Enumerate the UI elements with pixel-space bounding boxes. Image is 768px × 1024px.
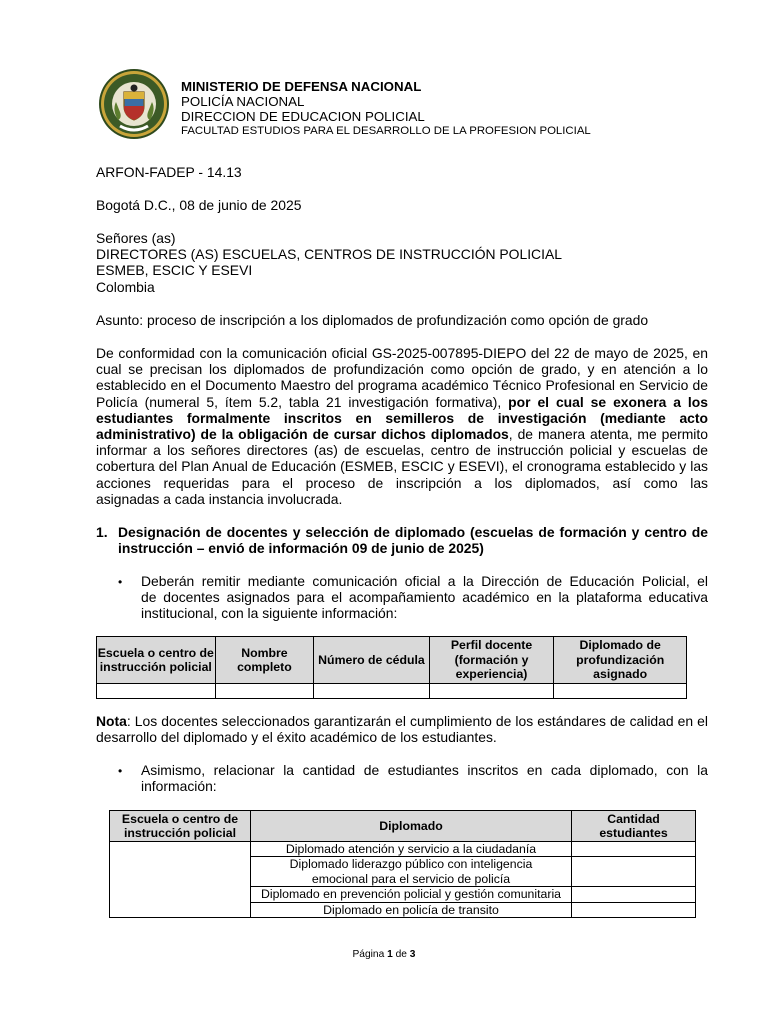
paragraph-line: cual se precisan los diplomados de profundización como opción de grado, y en atención a lo: [96, 361, 708, 378]
reference-code: ARFON-FADEP - 14.13: [96, 164, 242, 180]
note-paragraph: [96, 713, 708, 745]
paragraph-line: estudiantes formalmente inscritos en semilleros de investigación (mediante acto: [96, 409, 708, 426]
diplomado-cell: Diplomado atención y servicio a la ciudadanía: [251, 842, 572, 857]
teachers-table: [96, 636, 687, 699]
letter-date: Bogotá D.C., 08 de junio de 2025: [96, 197, 302, 213]
subject-line: Asunto: proceso de inscripción a los diplomados de profundización como opción de grado: [96, 312, 649, 328]
column-header: Diplomado: [251, 811, 572, 842]
page-footer: [0, 949, 768, 960]
column-header: Número de cédula: [314, 637, 429, 684]
section-title-line: instrucción – envió de información 09 de junio de 2025): [118, 540, 484, 557]
column-header: Escuela o centro de instrucción policial: [97, 637, 216, 684]
page-total: 3: [409, 949, 416, 960]
text-fragment: , de manera atenta, me permito: [508, 425, 708, 442]
recipient-line: ESMEB, ESCIC Y ESEVI: [96, 262, 253, 279]
section-number: 1.: [96, 524, 108, 540]
table-row: [97, 684, 687, 699]
table-cell[interactable]: [554, 684, 687, 699]
emphasis-fragment: administrativo) de la obligación de cursar dichos diplomados: [96, 425, 509, 442]
paragraph-line: cobertura del Plan Anual de Educación (ESMEB, ESCIC y ESEVI), el cronograma establecido y las: [96, 458, 708, 475]
table-cell[interactable]: [429, 684, 554, 699]
section-1-title: [118, 524, 708, 556]
bullet-2-text: [141, 762, 708, 794]
column-header: Escuela o centro de instrucción policial: [110, 811, 251, 842]
page-word: Página: [352, 949, 385, 960]
paragraph-line: asignadas a cada instancia involucrada.: [96, 490, 343, 507]
paragraph-line: informar a los señores directores (as) de escuelas, centro de instrucción policial y escuelas de: [96, 442, 708, 459]
table-cell[interactable]: [572, 902, 696, 917]
text-fragment: Policía (numeral 5, ítem 5.2, tabla 21 investigación formativa),: [96, 393, 509, 410]
table-cell[interactable]: [572, 842, 696, 857]
direction-name: DIRECCION DE EDUCACION POLICIAL: [181, 109, 425, 124]
diplomado-cell: Diplomado en policía de transito: [251, 902, 572, 917]
table-header-row: [110, 811, 696, 842]
paragraph-line: [96, 394, 708, 410]
table-cell[interactable]: [314, 684, 429, 699]
bullet-1-text: [141, 573, 708, 622]
paragraph-line: acciones requeridas para el proceso de inscripción a los diplomados, así como las: [96, 474, 708, 491]
bullet-marker: •: [118, 764, 123, 778]
note-line: desarrollo del diplomado y el éxito académico de los estudiantes.: [96, 729, 497, 746]
note-text: : Los docentes seleccionados garantizarán el cumplimiento de los estándares de calidad en el: [126, 713, 708, 729]
paragraph-line: De conformidad con la comunicación oficial GS-2025-007895-DIEPO del 22 de mayo de 2025, en: [96, 345, 708, 361]
table-cell[interactable]: [97, 684, 216, 699]
bullet-marker: •: [118, 575, 123, 589]
bullet-line: de docentes asignados para el acompañamiento académico en la plataforma educativa: [141, 589, 708, 606]
faculty-name: FACULTAD ESTUDIOS PARA EL DESARROLLO DE LA PROFESION POLICIAL: [181, 125, 591, 137]
intro-paragraph: [96, 345, 708, 507]
bullet-line: Asimismo, relacionar la cantidad de estudiantes inscritos en cada diplomado, con la: [141, 762, 708, 778]
bullet-line: Deberán remitir mediante comunicación oficial a la Dirección de Educación Policial, el: [141, 573, 708, 589]
emphasis-fragment: por el cual se exonera a los: [508, 393, 708, 410]
page-of-word: de: [395, 949, 407, 960]
recipient-block: [96, 230, 562, 295]
recipient-line: Colombia: [96, 278, 155, 295]
ministry-name: MINISTERIO DE DEFENSA NACIONAL: [181, 79, 422, 94]
bullet-line: información:: [141, 778, 217, 795]
table-cell[interactable]: [572, 857, 696, 887]
police-seal-logo: [98, 68, 170, 140]
table-cell[interactable]: [110, 842, 251, 918]
column-header: Diplomado de profundización asignado: [554, 637, 687, 684]
note-label: Nota: [96, 713, 127, 729]
bullet-line: institucional, con la siguiente información:: [141, 605, 398, 622]
diplomado-cell: Diplomado liderazgo público con inteligencia emocional para el servicio de policía: [251, 857, 572, 887]
note-line: [96, 713, 708, 729]
column-header: Cantidad estudiantes: [572, 811, 696, 842]
table-cell[interactable]: [215, 684, 314, 699]
page-current: 1: [387, 949, 393, 960]
paragraph-line: establecido en el Documento Maestro del programa académico Técnico Profesional en Servicio de: [96, 377, 708, 394]
police-name: POLICÍA NACIONAL: [181, 94, 305, 109]
recipient-line: DIRECTORES (AS) ESCUELAS, CENTROS DE INSTRUCCIÓN POLICIAL: [96, 246, 562, 263]
table-header-row: [97, 637, 687, 684]
column-header: Perfil docente (formación y experiencia): [429, 637, 554, 684]
students-table: [109, 810, 696, 918]
diplomado-cell: Diplomado en prevención policial y gestión comunitaria: [251, 887, 572, 902]
paragraph-line: [96, 426, 708, 442]
letterhead: [181, 79, 591, 139]
table-row: [110, 842, 696, 857]
column-header: Nombre completo: [215, 637, 314, 684]
table-cell[interactable]: [572, 887, 696, 902]
recipient-line: Señores (as): [96, 230, 176, 246]
section-title-line: Designación de docentes y selección de diplomado (escuelas de formación y centro de: [118, 524, 708, 540]
